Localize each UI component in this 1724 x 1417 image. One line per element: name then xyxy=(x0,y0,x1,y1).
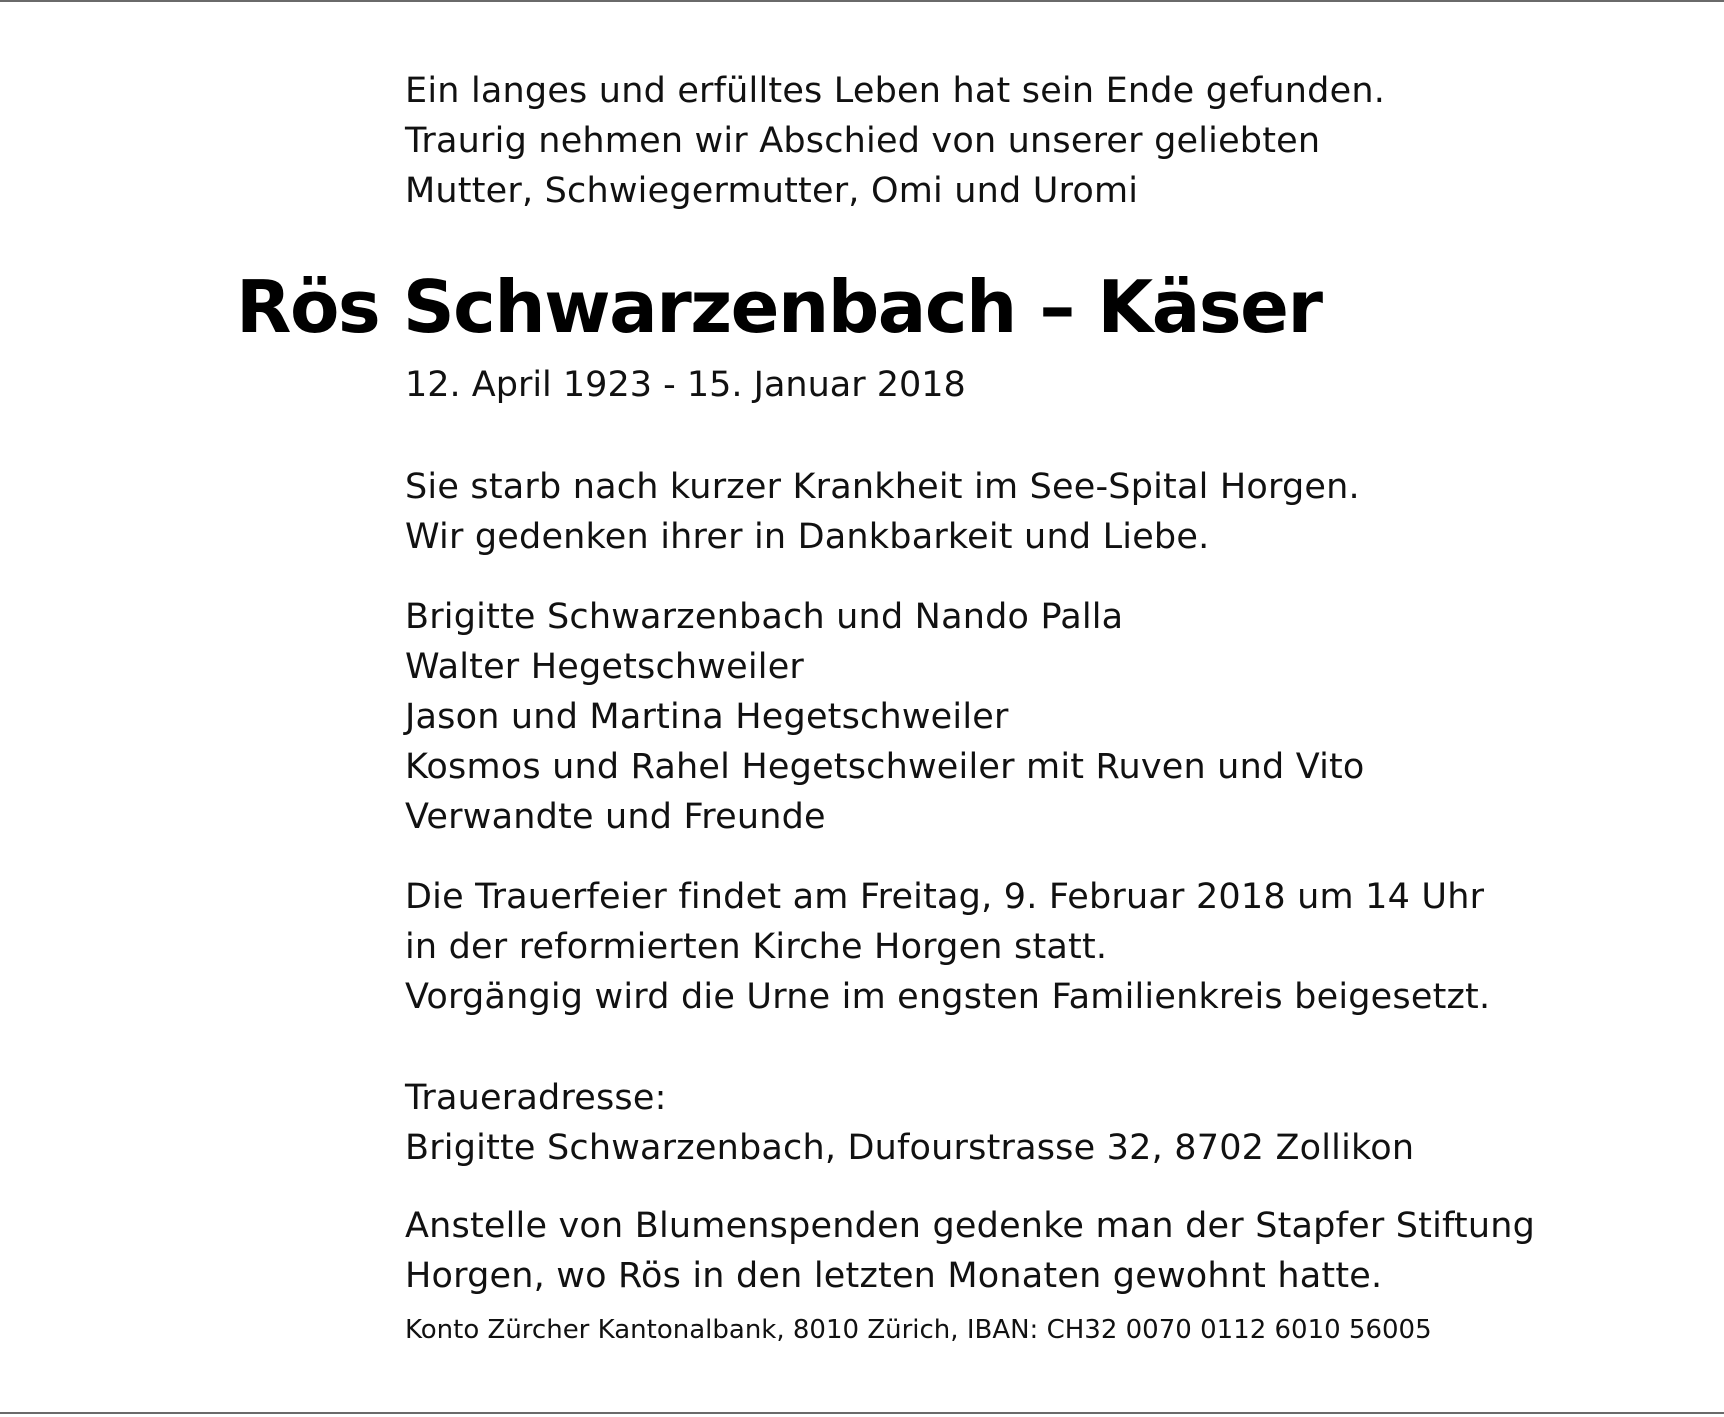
funeral-service-info xyxy=(405,872,1490,1022)
intro-line: Traurig nehmen wir Abschied von unserer geliebten xyxy=(405,121,1321,161)
mourning-address xyxy=(405,1073,1414,1173)
death-note xyxy=(405,462,1360,562)
intro-line: Mutter, Schwiegermutter, Omi und Uromi xyxy=(405,171,1139,211)
service-line: Vorgängig wird die Urne im engsten Familienkreis beigesetzt. xyxy=(405,977,1491,1017)
service-line: Die Trauerfeier findet am Freitag, 9. Februar 2018 um 14 Uhr xyxy=(405,877,1485,917)
deceased-name: Rös Schwarzenbach – Käser xyxy=(236,265,1322,349)
address-line: Traueradresse: xyxy=(405,1078,667,1118)
life-dates: 12. April 1923 - 15. Januar 2018 xyxy=(405,365,966,405)
intro-text xyxy=(405,66,1385,216)
mourner-entry: Jason und Martina Hegetschweiler xyxy=(405,697,1009,737)
donation-line: Anstelle von Blumenspenden gedenke man der Stapfer Stiftung xyxy=(405,1206,1536,1246)
mourner-entry: Kosmos und Rahel Hegetschweiler mit Ruven und Vito xyxy=(405,747,1365,787)
bottom-border-rule xyxy=(0,1412,1724,1414)
intro-line: Ein langes und erfülltes Leben hat sein Ende gefunden. xyxy=(405,71,1386,111)
donation-line: Horgen, wo Rös in den letzten Monaten gewohnt hatte. xyxy=(405,1256,1383,1296)
mourner-entry: Walter Hegetschweiler xyxy=(405,647,805,687)
death-note-line: Sie starb nach kurzer Krankheit im See-Spital Horgen. xyxy=(405,467,1360,507)
donation-note xyxy=(405,1201,1535,1301)
address-line: Brigitte Schwarzenbach, Dufourstrasse 32, 8702 Zollikon xyxy=(405,1128,1415,1168)
top-border-rule xyxy=(0,0,1724,2)
mourners-list xyxy=(405,592,1365,842)
mourner-entry: Brigitte Schwarzenbach und Nando Palla xyxy=(405,597,1124,637)
death-note-line: Wir gedenken ihrer in Dankbarkeit und Liebe. xyxy=(405,517,1210,557)
service-line: in der reformierten Kirche Horgen statt. xyxy=(405,927,1108,967)
bank-details: Konto Zürcher Kantonalbank, 8010 Zürich, IBAN: CH32 0070 0112 6010 56005 xyxy=(405,1315,1432,1345)
mourner-entry: Verwandte und Freunde xyxy=(405,797,826,837)
